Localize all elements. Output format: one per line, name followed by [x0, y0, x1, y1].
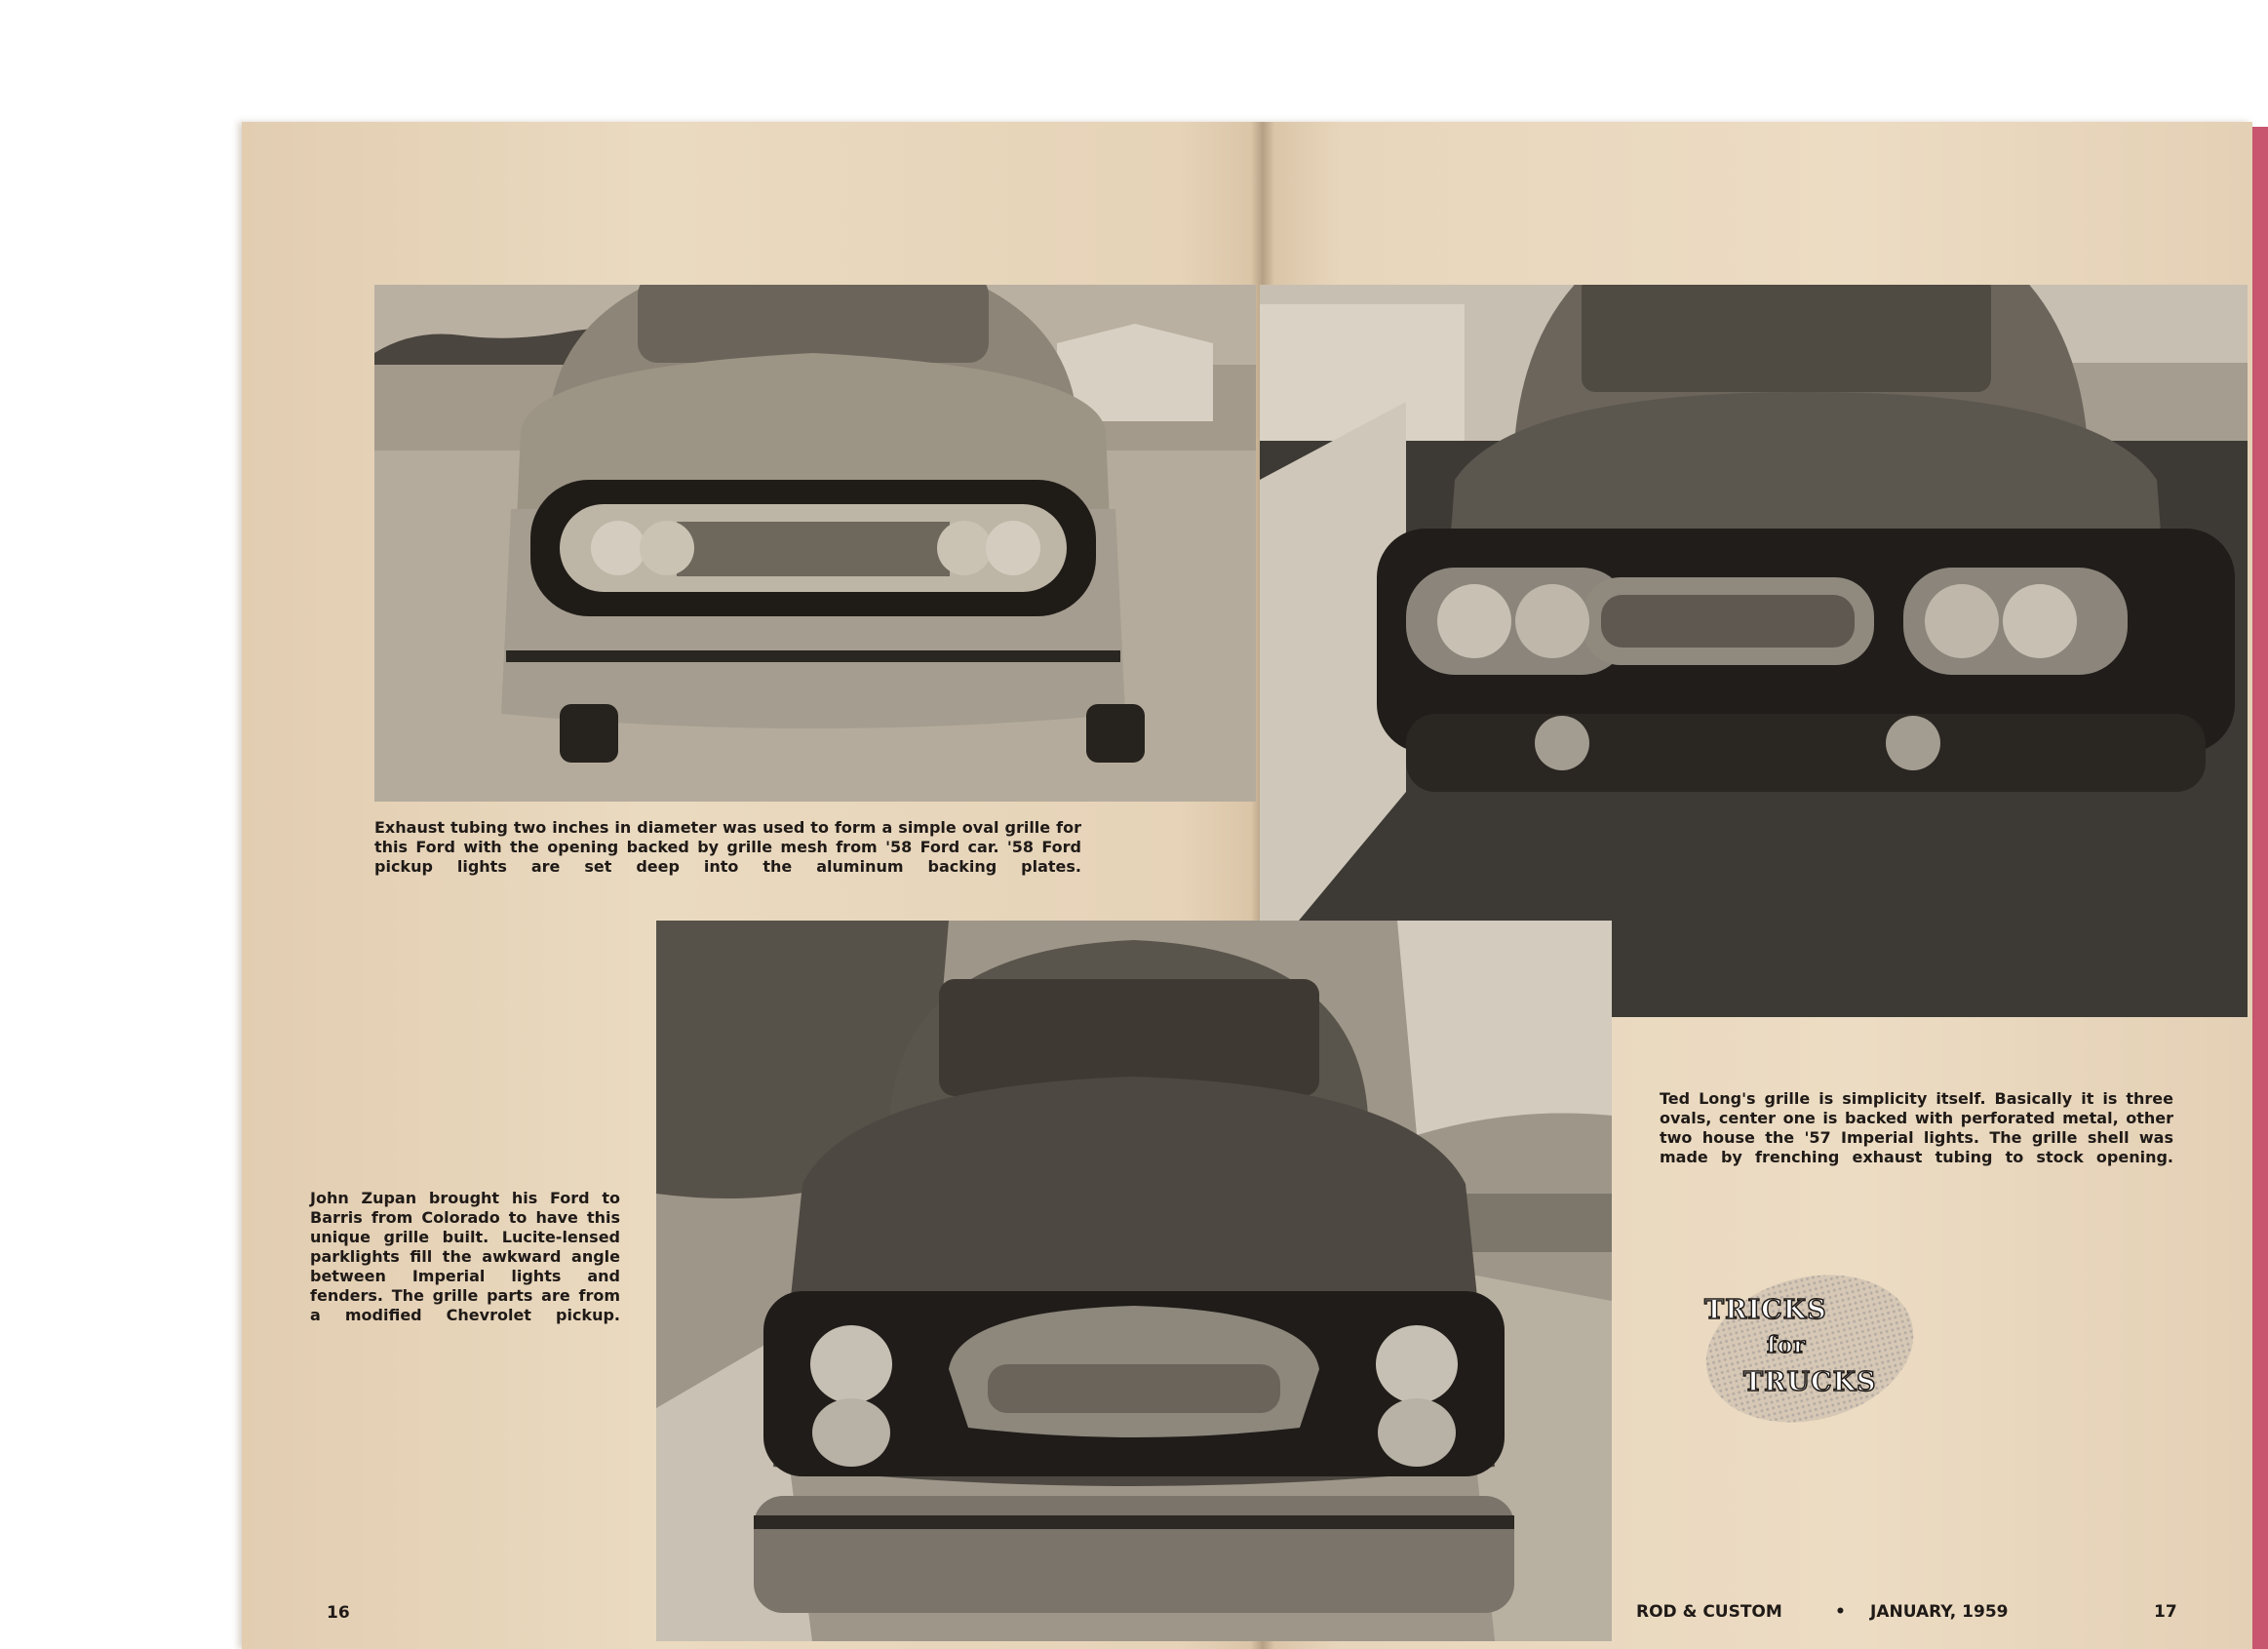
- left-page-number: 16: [327, 1603, 350, 1623]
- logo-word-tricks: TRICKS: [1704, 1295, 1827, 1325]
- footer-publication: ROD & CUSTOM: [1636, 1602, 1782, 1622]
- tricks-for-trucks-logo: [1704, 1277, 1915, 1420]
- footer-issue-date: JANUARY, 1959: [1870, 1602, 2009, 1622]
- ted-long-grille-drawing: [1260, 285, 2248, 1017]
- ford-oval-grille-caption: Exhaust tubing two inches in diameter was used to form a simple oval grille for this Ford with the opening backed by grille mesh from '58 Ford car. '58 Ford pickup lights are set deep into the aluminum backing plates.: [374, 818, 1081, 876]
- logo-dotted-oval: [1691, 1254, 1930, 1443]
- footer-bullet: •: [1835, 1602, 1846, 1622]
- john-zupan-ford-drawing: [656, 921, 1612, 1641]
- john-zupan-ford-caption: John Zupan brought his Ford to Barris from Colorado to have this unique grille built. Lucite-lensed parklights fill the awkward angle between Imperial lights and fenders. The grille parts are from a modified Chevrolet pickup.: [310, 1189, 620, 1324]
- ford-oval-grille-photo: [374, 285, 1256, 802]
- ford-oval-grille-drawing: [374, 285, 1256, 802]
- ted-long-grille-photo: [1260, 285, 2248, 1017]
- right-page-number: 17: [2154, 1602, 2177, 1622]
- john-zupan-ford-photo: [656, 921, 1612, 1641]
- ted-long-grille-caption: Ted Long's grille is simplicity itself. Basically it is three ovals, center one is backed with perforated metal, other two house the '57 Imperial lights. The grille shell was made by frenching exhaust tubing to stock opening.: [1660, 1089, 2173, 1166]
- logo-word-for: for: [1767, 1332, 1807, 1358]
- logo-word-trucks: TRUCKS: [1743, 1367, 1877, 1397]
